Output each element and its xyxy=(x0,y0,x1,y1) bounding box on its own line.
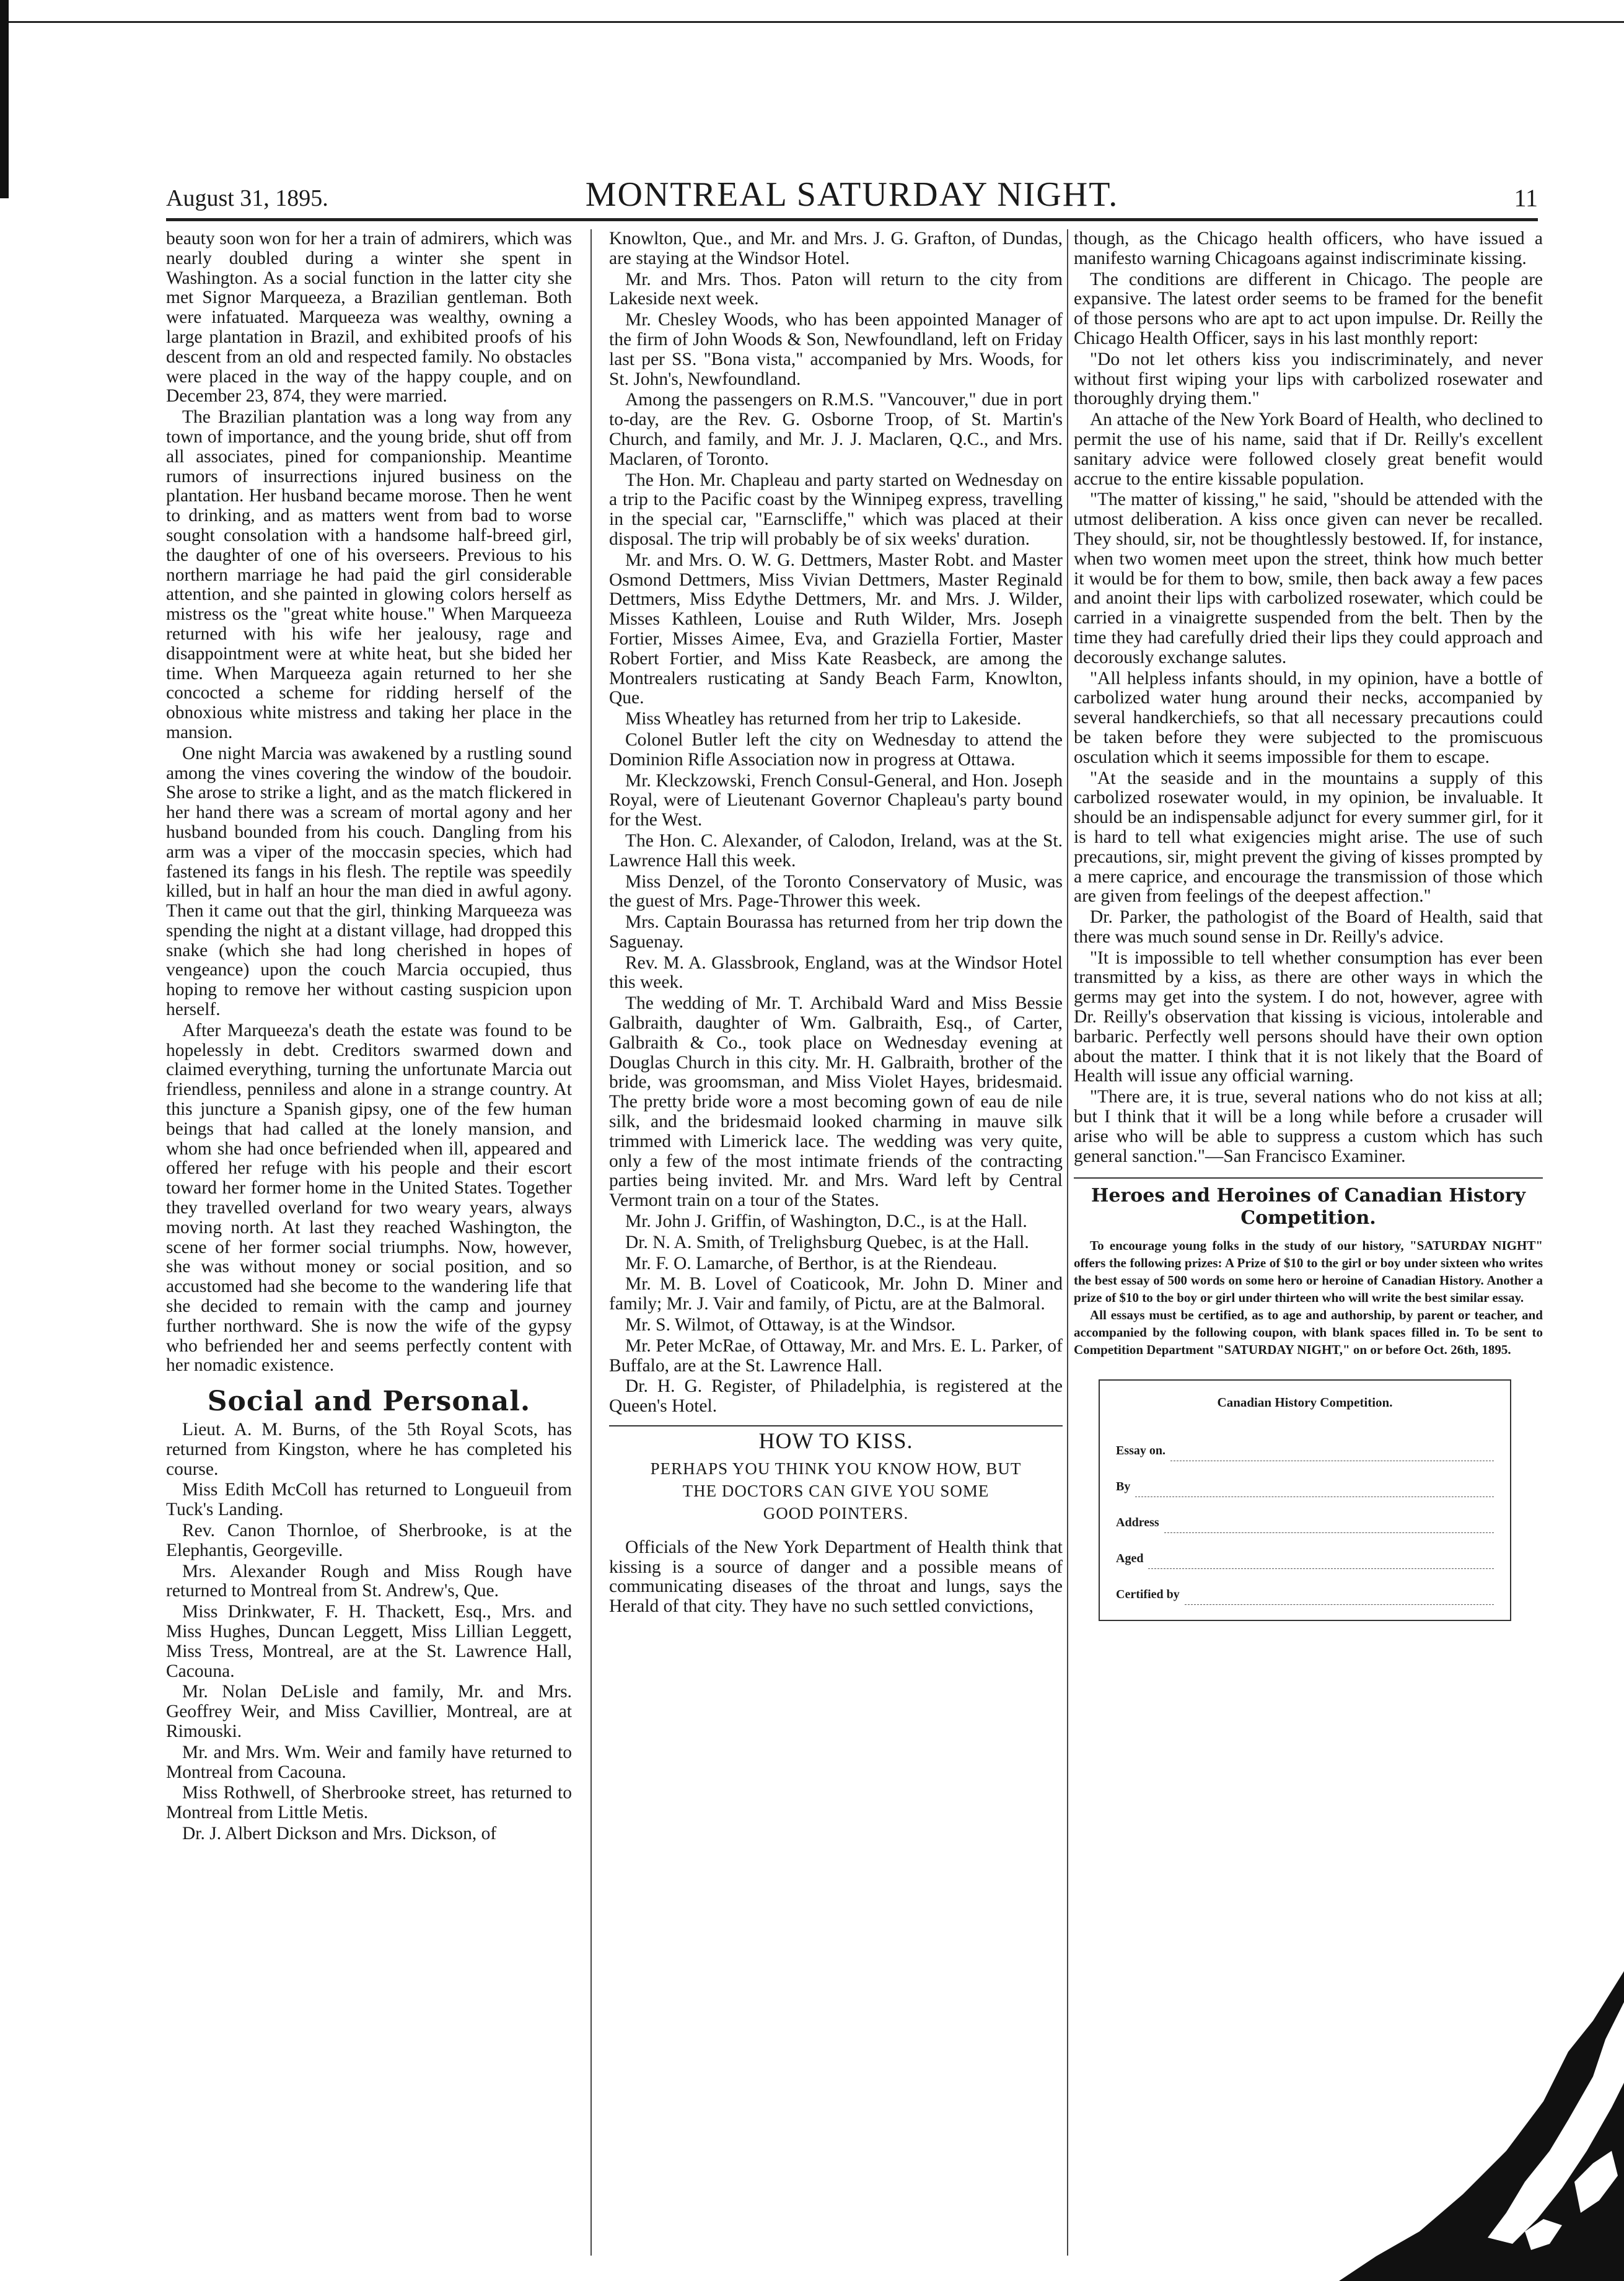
page-number: 11 xyxy=(1514,184,1538,212)
social-item: Knowlton, Que., and Mr. and Mrs. J. G. Grafton, of Dundas, are staying at the Windsor Hotel. xyxy=(609,229,1063,268)
social-item: Mr. F. O. Lamarche, of Berthor, is at the Riendeau. xyxy=(625,1253,998,1273)
how-to-kiss-subheading xyxy=(609,1457,1063,1524)
social-personal-heading: Social and Personal. xyxy=(207,1386,531,1418)
coupon-address-blank[interactable] xyxy=(1164,1523,1494,1533)
page-left-edge xyxy=(0,0,9,198)
torn-corner-damage xyxy=(1302,1946,1624,2281)
social-item: Among the passengers on R.M.S. "Vancouver," due in port to-day, are the Rev. G. Osborne Troop, of St. Martin's Church, and family, and Mr. J. J. Maclaren, Q.C., and Mrs. Maclaren, of Toronto. xyxy=(609,390,1063,469)
social-item: Mr. John J. Griffin, of Washington, D.C., is at the Hall. xyxy=(625,1211,1027,1232)
issue-date: August 31, 1895. xyxy=(166,185,328,211)
kiss-paragraph: "It is impossible to tell whether consumption has ever been transmitted by a kiss, as there are other ways in which the germs may get into the system. I do not, however, agree with Dr. Reilly's observation that kissing is vicious, intolerable and barbaric. Perfectly well persons should have their own option about the matter. I think that it is not likely that the Board of Health will issue any official warning. xyxy=(1074,947,1543,1086)
coupon-essay-label: Essay on. xyxy=(1116,1444,1166,1458)
coupon-by-row xyxy=(1116,1461,1494,1497)
competition-coupon xyxy=(1099,1379,1511,1621)
coupon-certified-label: Certified by xyxy=(1116,1588,1180,1602)
column-1 xyxy=(166,229,572,1845)
kiss-paragraph: "There are, it is true, several nations who do not kiss at all; but I think that it will be a long while before a crusader will arise who will be able to suppress a custom which has such general sanction."—San Francisco Examiner. xyxy=(1074,1087,1543,1166)
subheading-line: THE DOCTORS CAN GIVE YOU SOME xyxy=(682,1481,990,1500)
competition-rules xyxy=(1074,1237,1543,1358)
kiss-paragraph: though, as the Chicago health officers, who have issued a manifesto warning Chicagoans against indiscriminate kissing. xyxy=(1074,229,1543,268)
subheading-line: PERHAPS YOU THINK YOU KNOW HOW, BUT xyxy=(650,1459,1022,1478)
social-item: Colonel Butler left the city on Wednesday to attend the Dominion Rifle Association now in progress at Ottawa. xyxy=(609,729,1063,770)
social-item: Dr. H. G. Register, of Philadelphia, is registered at the Queen's Hotel. xyxy=(609,1376,1063,1417)
story-paragraph: One night Marcia was awakened by a rustling sound among the vines covering the window of the boudoir. She arose to strike a light, and as the match flickered in her hand there was a scream of mortal agony and her husband bounded from his couch. Dangling from his arm was a viper of the moccasin species, which had fastened its fangs in his flesh. The reptile was speedily killed, but in half an hour the man died in awful agony. Then it came out that the girl, thinking Marqueeza was spending the night at a distant village, had dropped this snake (which she had long cherished in hopes of vengeance) upon the couch Marcia occupied, thus hoping to remove her without casting suspicion upon herself. xyxy=(166,743,572,1020)
newspaper-title: MONTREAL SATURDAY NIGHT. xyxy=(585,175,1119,214)
kiss-paragraph: The conditions are different in Chicago. The people are expansive. The latest order seems to be framed for the benefit of those persons who are apt to act upon impulse. Dr. Reilly the Chicago Health Officer, says in his last monthly report: xyxy=(1074,269,1543,348)
coupon-certified-row xyxy=(1116,1569,1494,1605)
social-item: Dr. N. A. Smith, of Trelighsburg Quebec, is at the Hall. xyxy=(625,1232,1029,1252)
social-item: Mr. S. Wilmot, of Ottaway, is at the Windsor. xyxy=(625,1315,955,1335)
column-3 xyxy=(1074,229,1543,1621)
social-item: Mr. Kleckzowski, French Consul-General, and Hon. Joseph Royal, were of Lieutenant Governor Chapleau's party bound for the West. xyxy=(609,770,1063,830)
competition-rules-paragraph: All essays must be certified, as to age and authorship, by parent or teacher, and accompanied by the following coupon, with blank spaces filled in. To be sent to Competition Department "SATURDAY NIGHT," on or before Oct. 26th, 1895. xyxy=(1074,1308,1543,1358)
social-item: The Hon. C. Alexander, of Calodon, Ireland, was at the St. Lawrence Hall this week. xyxy=(609,830,1063,871)
social-item: The Hon. Mr. Chapleau and party started on Wednesday on a trip to the Pacific coast by the Winnipeg express, travelling in the special car, "Earnscliffe," which was placed at their disposal. The trip will probably be of six weeks' duration. xyxy=(609,470,1063,549)
how-to-kiss-paragraph: Officials of the New York Department of Health think that kissing is a source of danger and a possible means of communicating diseases of the throat and lungs, says the Herald of that city. They have no such settled convictions, xyxy=(609,1537,1063,1617)
subheading-line: GOOD POINTERS. xyxy=(763,1503,909,1523)
column-rule-2 xyxy=(1067,229,1068,2256)
social-item: The wedding of Mr. T. Archibald Ward and Miss Bessie Galbraith, daughter of Wm. Galbraith, Esq., of Carter, Galbraith & Co., took place on Wednesday evening at Douglas Church in this city. Mr. H. Galbraith, brother of the bride, was groomsman, and Miss Violet Hayes, bridesmaid. The pretty bride wore a most becoming gown of eau de nile silk, and the bridesmaid looked charming in mauve silk trimmed with Limerick lace. The wedding was very quite, only a few of the most intimate friends of the contracting parties being invited. Mr. and Mrs. Ward left by Central Vermont train on a tour of the States. xyxy=(609,993,1063,1211)
story-paragraph: beauty soon won for her a train of admirers, which was nearly doubled during a winter she spent in Washington. As a social function in the latter city she met Signor Marqueeza, a Brazilian gentleman. Both were infatuated. Marqueeza was wealthy, owning a large plantation in Brazil, and exhibited proofs of his descent from an old and respected family. No obstacles were placed in the way of the happy couple, and on December 23, 874, they were married. xyxy=(166,229,572,407)
column-2 xyxy=(609,229,1063,1618)
kiss-paragraph: "At the seaside and in the mountains a supply of this carbolized rosewater would, in my opinion, be invaluable. It should be an indispensable adjunct for every summer girl, for it is hard to tell what exigencies might arise. The use of such precautions, sir, might prevent the giving of kisses prompted by a mere caprice, and encourage the transmission of those which are given from feelings of the deepest affection." xyxy=(1074,768,1543,907)
kiss-paragraph: "The matter of kissing," he said, "should be attended with the utmost deliberation. A kiss once given can never be recalled. They should, sir, not be thoughtlessly bestowed. If, for instance, when two women meet upon the street, think how much better it would be for them to bow, smile, then back away a few paces and anoint their lips with carbolized rosewater, which could be carried in a vinaigrette suspended from the belt. Then by the time they had carefully dried their lips they could approach and decorously exchange salutes. xyxy=(1074,490,1543,667)
social-item: Mr. Nolan DeLisle and family, Mr. and Mrs. Geoffrey Weir, and Miss Cavillier, Montreal, are at Rimouski. xyxy=(166,1682,572,1741)
social-item: Mr. Chesley Woods, who has been appointed Manager of the firm of John Woods & Son, Newfoundland, left on Friday last per SS. "Bona vista," accompanied by Mrs. Woods, for St. John's, Newfoundland. xyxy=(609,310,1063,389)
social-item: Miss Wheatley has returned from her trip to Lakeside. xyxy=(625,709,1022,729)
coupon-aged-blank[interactable] xyxy=(1148,1558,1494,1569)
story-paragraph: The Brazilian plantation was a long way from any town of importance, and the young bride, shut off from all associates, pined for companionship. Meantime rumors of insurrections injured business on the plantation. Her husband became morose. Then he went to drinking, and as matters went from bad to worse sought consolation with a handsome half-breed girl, the daughter of one of his overseers. Previous to his northern marriage he had paid the girl considerable attention, and she painted in glowing colors herself as mistress os the "great white house." When Marqueeza returned with his wife her jealousy, rage and disappointment were at white heat, but she bided her time. When Marqueeza again returned to her she concocted a scheme for ridding herself of the obnoxious white mistress and taking her place in the mansion. xyxy=(166,407,572,742)
story-paragraph: After Marqueeza's death the estate was found to be hopelessly in debt. Creditors swarmed down and claimed everything, turning the unfortunate Marcia out friendless, penniless and alone in a strange country. At this juncture a Spanish gipsy, one of the few human beings that had called at the lonely mansion, and whom she had once befriended when ill, appeared and offered her refuge with his people and their escort toward her former home in the United States. Together they travelled overland for two weary years, always moving north. At last they reached Washington, the scene of her former social triumphs. Now, however, she was without money or social position, and so accustomed had she become to the wandering life that she decided to remain with the camp and journey further northward. She is now the wife of the gypsy who befriended her and seems perfectly content with her nomadic existence. xyxy=(166,1020,572,1376)
page-top-edge xyxy=(0,0,1624,23)
heroes-competition-heading: Heroes and Heroines of Canadian History Competition. xyxy=(1074,1177,1543,1229)
social-item: Rev. M. A. Glassbrook, England, was at the Windsor Hotel this week. xyxy=(609,952,1063,993)
social-item: Miss Rothwell, of Sherbrooke street, has returned to Montreal from Little Metis. xyxy=(166,1783,572,1823)
social-item: Mrs. Captain Bourassa has returned from her trip down the Saguenay. xyxy=(609,912,1063,952)
coupon-address-row xyxy=(1116,1497,1494,1533)
kiss-paragraph: An attache of the New York Board of Health, who declined to permit the use of his name, said that if Dr. Reilly's excellent sanitary advice were followed closely great benefit would accrue to the entire kissable population. xyxy=(1074,410,1543,489)
social-item: Rev. Canon Thornloe, of Sherbrooke, is at the Elephantis, Georgeville. xyxy=(166,1521,572,1560)
coupon-essay-blank[interactable] xyxy=(1170,1451,1494,1461)
coupon-address-label: Address xyxy=(1116,1516,1159,1530)
coupon-title: Canadian History Competition. xyxy=(1217,1395,1393,1410)
social-item: Lieut. A. M. Burns, of the 5th Royal Scots, has returned from Kingston, where he has completed his course. xyxy=(166,1420,572,1479)
kiss-paragraph: "Do not let others kiss you indiscriminately, and never without first wiping your lips with carbolized rosewater and thoroughly drying them." xyxy=(1074,349,1543,409)
coupon-aged-row xyxy=(1116,1533,1494,1569)
kiss-paragraph: "All helpless infants should, in my opinion, have a bottle of carbolized water hung around their necks, accompanied by several handkerchiefs, so that all necessary precautions could be taken before they were subjected to the promiscuous osculation which it seems impossible for them to escape. xyxy=(1074,668,1543,767)
how-to-kiss-heading: HOW TO KISS. xyxy=(609,1425,1063,1451)
social-item: Miss Drinkwater, F. H. Thackett, Esq., Mrs. and Miss Hughes, Duncan Leggett, Miss Lillian Leggett, Miss Tress, Montreal, are at the St. Lawrence Hall, Cacouna. xyxy=(166,1602,572,1681)
coupon-by-label: By xyxy=(1116,1480,1131,1494)
social-item: Mr. and Mrs. O. W. G. Dettmers, Master Robt. and Master Osmond Dettmers, Miss Vivian Dettmers, Master Reginald Dettmers, Miss Edythe Dettmers, Mr. and Mrs. J. Wilder, Misses Kathleen, Louise and Ruth Wilder, Mrs. Joseph Fortier, Misses Aimee, Eva, and Graziella Fortier, Master Robert Fortier, and Miss Kate Reasbeck, are among the Montrealers rusticating at Sandy Beach Farm, Knowlton, Que. xyxy=(609,550,1063,708)
social-item: Mr. and Mrs. Wm. Weir and family have returned to Montreal from Cacouna. xyxy=(166,1742,572,1782)
masthead xyxy=(166,166,1538,216)
coupon-aged-label: Aged xyxy=(1116,1552,1144,1566)
social-item: Dr. J. Albert Dickson and Mrs. Dickson, of xyxy=(182,1823,497,1844)
social-item: Mrs. Alexander Rough and Miss Rough have returned to Montreal from St. Andrew's, Que. xyxy=(166,1561,572,1601)
kiss-paragraph: Dr. Parker, the pathologist of the Board of Health, said that there was much sound sense in Dr. Reilly's advice. xyxy=(1074,907,1543,947)
column-rule-1 xyxy=(590,229,592,2256)
social-item: Miss Edith McColl has returned to Longueuil from Tuck's Landing. xyxy=(166,1480,572,1520)
coupon-certified-blank[interactable] xyxy=(1185,1594,1494,1605)
social-item: Mr. and Mrs. Thos. Paton will return to the city from Lakeside next week. xyxy=(609,269,1063,309)
social-item: Miss Denzel, of the Toronto Conservatory of Music, was the guest of Mrs. Page-Thrower this week. xyxy=(609,871,1063,912)
social-item: Mr. Peter McRae, of Ottaway, Mr. and Mrs. E. L. Parker, of Buffalo, are at the St. Lawrence Hall. xyxy=(609,1335,1063,1376)
social-item: Mr. M. B. Lovel of Coaticook, Mr. John D. Miner and family; Mr. J. Vair and family, of Pictu, are at the Balmoral. xyxy=(609,1274,1063,1314)
coupon-by-blank[interactable] xyxy=(1135,1487,1494,1497)
competition-rules-paragraph: To encourage young folks in the study of our history, "SATURDAY NIGHT" offers the following prizes: A Prize of $10 to the girl or boy under sixteen who writes the best essay of 500 words on some hero or heroine of Canadian History. Another a prize of $10 to the boy or girl under thirteen who will write the best similar essay. xyxy=(1074,1238,1543,1306)
masthead-rule xyxy=(166,218,1538,221)
coupon-essay-row xyxy=(1116,1425,1494,1461)
